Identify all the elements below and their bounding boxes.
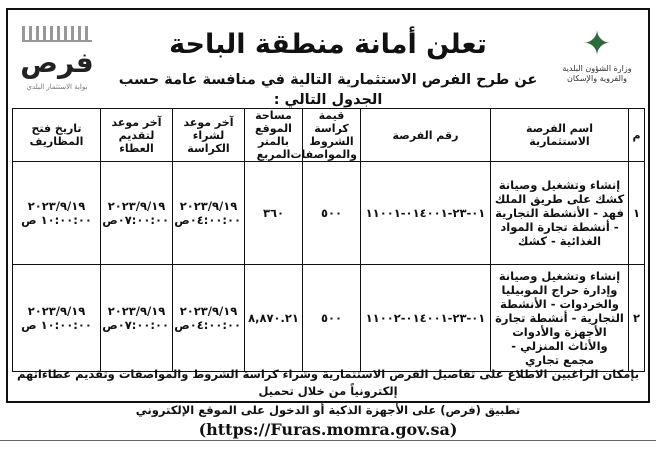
- submission-time: ٠٧:٠٠:٠٠ص: [102, 213, 169, 227]
- furas-logo-subtext: بوابة الاستثمار البلدي: [26, 83, 88, 91]
- row-opening: [13, 265, 101, 372]
- table-row: [13, 162, 645, 265]
- opening-time: ١٠:٠٠:٠٠ ص: [21, 213, 92, 227]
- submission-date: ٢٠٢٣/٩/١٩: [107, 304, 166, 318]
- header-booklet-price: قيمة كراسة الشروط والمواصفات: [303, 109, 361, 162]
- row-opportunity-name: إنشاء وتشغيل وصيانة وإدارة حراج الموبيليا والخردوات - الأنشطة التجارية - أنشطة تجارة الأجهزة والأدوات والأثاث المنزلي - مجمع تجاري: [491, 265, 629, 372]
- row-area: ٣٦٠: [245, 162, 303, 265]
- table-row: [13, 265, 645, 372]
- opening-date: ٢٠٢٣/٩/١٩: [27, 304, 86, 318]
- row-booklet-price: ٥٠٠: [303, 265, 361, 372]
- header-number: رقم الفرصة: [361, 109, 491, 162]
- row-opportunity-number: ٠١-٢٣-٠١٤٠٠١-١١٠٠١: [361, 162, 491, 265]
- announcement-frame: [6, 8, 650, 439]
- purchase-time: ٠٤:٠٠:٠٠ص: [174, 213, 241, 227]
- row-booklet-price: ٥٠٠: [303, 162, 361, 265]
- page-subtitle: عن طرح الفرص الاستثمارية التالية في منافسة عامة حسب الجدول التالي :: [118, 72, 538, 108]
- purchase-date: ٢٠٢٣/٩/١٩: [179, 199, 238, 213]
- row-last-purchase: [173, 162, 245, 265]
- header-area: مساحة الموقع بالمتر المربع: [245, 109, 303, 162]
- row-last-submission: [101, 162, 173, 265]
- table-header-row: [13, 109, 645, 162]
- bottom-divider: [0, 440, 656, 441]
- opportunities-table: [12, 108, 645, 372]
- purchase-time: ٠٤:٠٠:٠٠ص: [174, 318, 241, 332]
- row-opportunity-name: إنشاء وتشغيل وصيانة كشك على طريق الملك فهد - الأنشطة التجارية - أنشطة تجارة المواد الغذائية - كشك: [491, 162, 629, 265]
- row-opening: [13, 162, 101, 265]
- row-last-submission: [101, 265, 173, 372]
- header-opening: تاريخ فتح المظاريف: [13, 109, 101, 162]
- skyline-icon: [22, 26, 92, 42]
- footer-line-2: [12, 400, 644, 441]
- row-index: ٢: [629, 265, 645, 372]
- page-title: تعلن أمانة منطقة الباحة: [169, 29, 487, 60]
- furas-logo-text: فرص: [20, 46, 94, 79]
- announcement-footer: [12, 366, 644, 439]
- ministry-logo-text: وزارة الشؤون البلدية والقروية والإسكان: [562, 64, 632, 83]
- opening-time: ١٠:٠٠:٠٠ ص: [21, 318, 92, 332]
- submission-date: ٢٠٢٣/٩/١٩: [107, 199, 166, 213]
- opening-date: ٢٠٢٣/٩/١٩: [27, 199, 86, 213]
- furas-website-link[interactable]: (https://Furas.momra.gov.sa): [198, 420, 458, 439]
- palm-swords-emblem-icon: ✦: [582, 24, 612, 64]
- header-index: م: [629, 109, 645, 162]
- row-area: ٨,٨٧٠.٢١: [245, 265, 303, 372]
- footer-line-1: بإمكان الراغبين الاطلاع على تفاصيل الفرص الاستثمارية وشراء كراسة الشروط والمواصفات وتقديم عطاءاتهم إلكترونياً من خلال تحميل: [16, 367, 640, 398]
- row-index: ١: [629, 162, 645, 265]
- purchase-date: ٢٠٢٣/٩/١٩: [179, 304, 238, 318]
- header-opportunity: اسم الفرصة الاستثمارية: [491, 109, 629, 162]
- header-last-submission: آخر موعد لتقديم العطاء: [101, 109, 173, 162]
- announcement-header: [8, 10, 648, 116]
- row-opportunity-number: ٠١-٢٣-٠١٤٠٠١-١١٠٠٢: [361, 265, 491, 372]
- row-last-purchase: [173, 265, 245, 372]
- furas-logo: [14, 26, 100, 104]
- header-last-purchase: آخر موعد لشراء الكراسة: [173, 109, 245, 162]
- submission-time: ٠٧:٠٠:٠٠ص: [102, 318, 169, 332]
- footer-line-2-text: تطبيق (فرص) على الأجهزة الذكية أو الدخول على الموقع الإلكتروني: [135, 403, 521, 417]
- ministry-logo: [554, 24, 640, 102]
